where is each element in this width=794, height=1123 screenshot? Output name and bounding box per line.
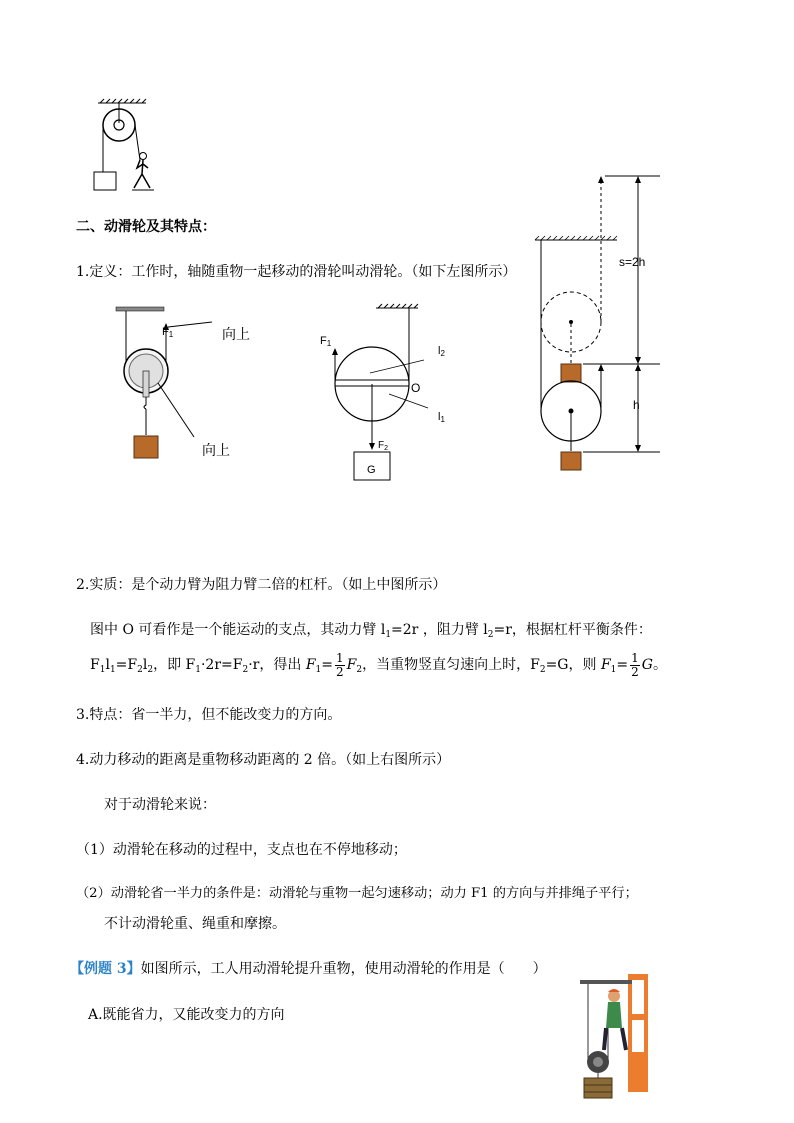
lever-analysis-figure xyxy=(314,300,454,485)
fraction-half-2: $\frac{1}{2}$ xyxy=(631,650,639,679)
distance-relation-figure xyxy=(505,168,665,476)
l2-label: l2 xyxy=(438,345,445,358)
mid-f1-label: F1 xyxy=(320,335,332,348)
g-label: G xyxy=(367,464,376,476)
s-label: s=2h xyxy=(619,255,646,269)
up-label-bottom: 向上 xyxy=(202,442,230,458)
note-2b: 不计动滑轮重、绳重和摩擦。 xyxy=(104,916,286,932)
section-title: 二、动滑轮及其特点： xyxy=(76,219,216,235)
example-3 xyxy=(70,959,547,979)
item-definition: 1.定义：工作时，轴随重物一起移动的滑轮叫动滑轮。（如下左图所示） xyxy=(76,264,517,280)
lever-explanation-line2: $F_1l_1=F_2l_2$，即 $F_1\cdot 2r=F_2\cdot r$，得出 $F_1=$ $\frac{1}{2}$ $F_2$，当重物竖直匀速向上时，$F_2=G$，则 $F_1=$ $\frac{1}{2}$ G。 xyxy=(90,650,667,679)
item-essence: 2.实质：是个动力臂为阻力臂二倍的杠杆。（如上中图所示） xyxy=(76,577,447,593)
note-intro: 对于动滑轮来说： xyxy=(104,797,216,813)
fraction-half: $\frac{1}{2}$ xyxy=(336,650,344,679)
up-label-top: 向上 xyxy=(222,326,250,342)
worker-pulley-figure xyxy=(570,972,654,1100)
fulcrum-o-label: O xyxy=(411,381,421,395)
f1-label: F1 xyxy=(162,326,174,339)
mid-f2-label: $F_2$ xyxy=(378,440,389,452)
lever-explanation-line1: 图中 O 可看作是一个能运动的支点，其动力臂 $l_1=2r$ ，阻力臂 $l_2=r$，根据杠杆平衡条件： xyxy=(90,622,652,640)
item-feature: 3.特点：省一半力，但不能改变力的方向。 xyxy=(76,707,342,723)
option-a: A.既能省力，又能改变力的方向 xyxy=(88,1007,285,1023)
moving-pulley-left-figure xyxy=(108,305,258,465)
l1-label: l1 xyxy=(438,411,445,424)
h-label: h xyxy=(633,398,640,412)
example-question: 如图所示，工人用动滑轮提升重物，使用动滑轮的作用是（ ） xyxy=(140,961,547,977)
item-distance: 4.动力移动的距离是重物移动距离的 2 倍。（如上右图所示） xyxy=(76,752,451,768)
formula-f1-result: F xyxy=(600,657,611,673)
fixed-pulley-figure xyxy=(88,98,160,192)
note-2a: （2）动滑轮省一半力的条件是：动滑轮与重物一起匀速移动；动力 F1 的方向与并排绳子平行； xyxy=(76,886,638,901)
formula-f1: F xyxy=(305,657,316,673)
example-tag: 【例题 3】 xyxy=(70,961,141,977)
note-1: （1）动滑轮在移动的过程中，支点也在不停地移动； xyxy=(76,842,407,858)
